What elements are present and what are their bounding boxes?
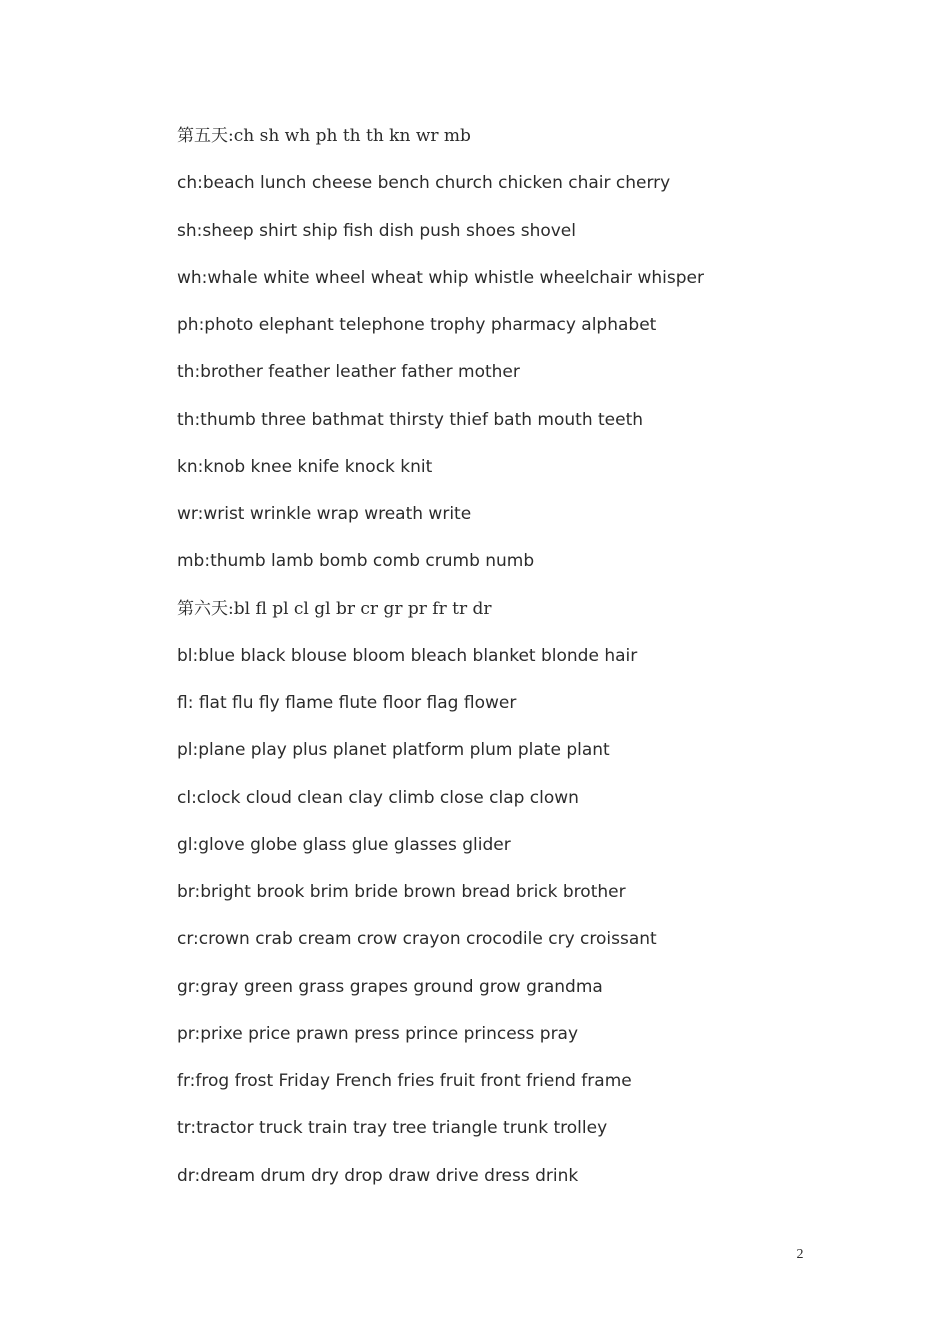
text-line: gl:glove globe glass glue glasses glider — [177, 834, 511, 855]
text-line: cl:clock cloud clean clay climb close clap clown — [177, 787, 579, 808]
text-line: wh:whale white wheel wheat whip whistle wheelchair whisper — [177, 267, 704, 288]
text-line: cr:crown crab cream crow crayon crocodile cry croissant — [177, 929, 657, 950]
text-line: kn:knob knee knife knock knit — [177, 456, 433, 477]
heading-text: 第五天:ch sh wh ph th th kn wr mb — [177, 126, 471, 146]
text-line: sh:sheep shirt ship fish dish push shoes shovel — [177, 220, 576, 241]
text-line: th:thumb three bathmat thirsty thief bath mouth teeth — [177, 409, 644, 430]
day-five-heading — [177, 124, 877, 171]
text-line: wr:wrist wrinkle wrap wreath write — [177, 504, 472, 524]
text-line: mb:thumb lamb bomb comb crumb numb — [177, 551, 535, 572]
text-line: dr:dream drum dry drop draw drive dress drink — [177, 1165, 579, 1186]
text-line: bl:blue black blouse bloom bleach blanket blonde hair — [177, 645, 638, 666]
text-line: pl:plane play plus planet platform plum plate plant — [177, 740, 610, 761]
day-six-heading — [177, 597, 877, 644]
text-line: fr:frog frost Friday French fries fruit front friend frame — [177, 1071, 632, 1091]
text-line: tr:tractor truck train tray tree triangle trunk trolley — [177, 1118, 608, 1139]
text-line: br:bright brook brim bride brown bread brick brother — [177, 882, 626, 902]
text-line: ch:beach lunch cheese bench church chicken chair cherry — [177, 173, 671, 194]
text-line: fl: flat flu fly flame flute floor flag flower — [177, 693, 517, 713]
text-line: pr:prixe price prawn press prince princess pray — [177, 1023, 579, 1044]
text-block — [177, 124, 877, 1211]
text-line: ph:photo elephant telephone trophy pharmacy alphabet — [177, 315, 657, 335]
page-number: 2 — [796, 1247, 804, 1262]
text-line: gr:gray green grass grapes ground grow grandma — [177, 976, 603, 997]
heading-text: 第六天:bl fl pl cl gl br cr gr pr fr tr dr — [177, 598, 492, 619]
text-line: th:brother feather leather father mother — [177, 362, 520, 383]
